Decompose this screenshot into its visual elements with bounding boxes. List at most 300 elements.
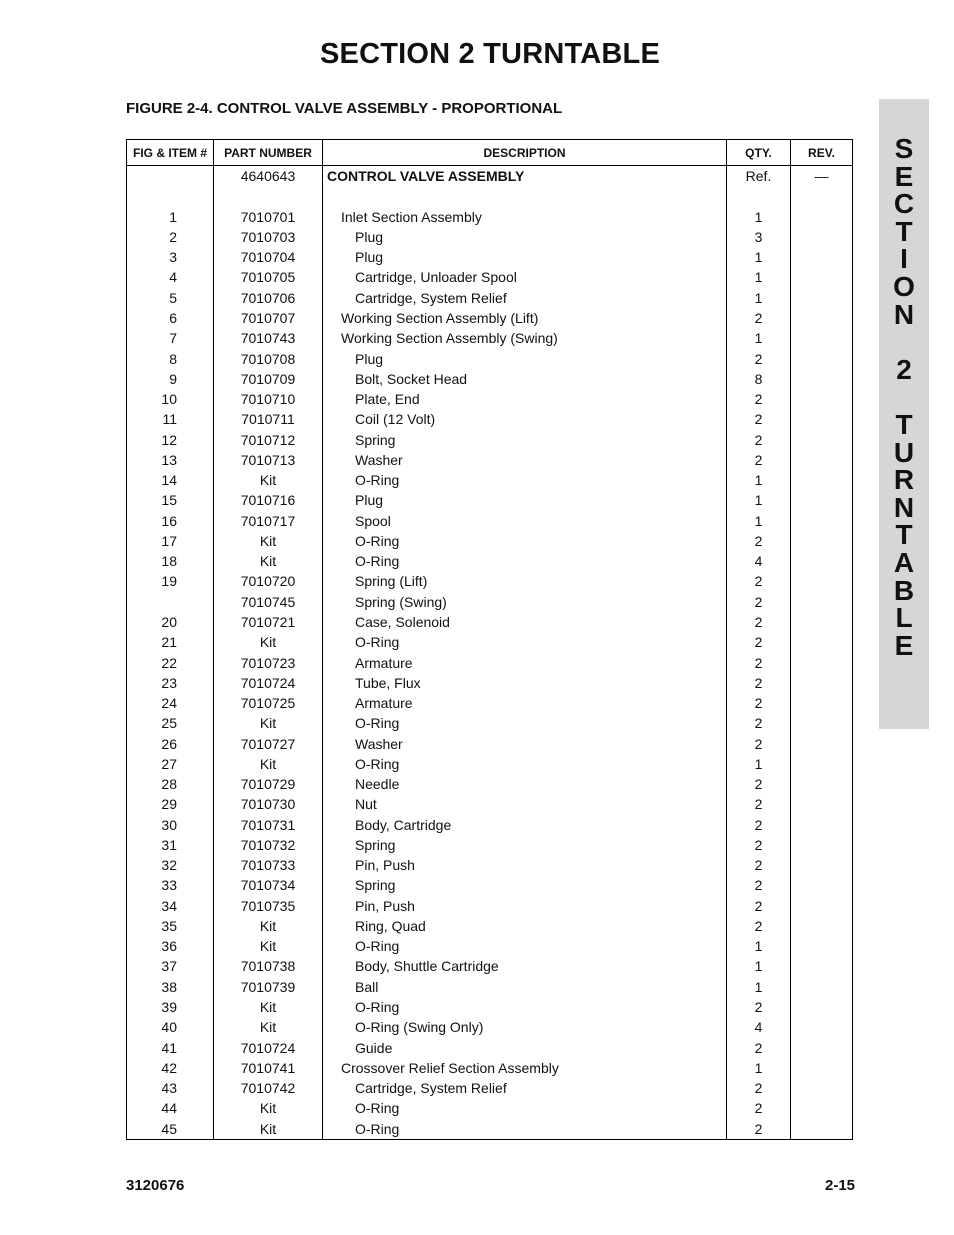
cell-rev [791,916,853,936]
cell-part-number: 7010733 [214,855,323,875]
cell-qty: 2 [727,713,791,733]
cell-qty: 8 [727,369,791,389]
side-tab-letter: T [895,409,913,440]
cell-qty: 1 [727,956,791,976]
table-row [127,693,853,713]
table-row [127,490,853,510]
table-row [127,247,853,267]
cell-qty: 2 [727,997,791,1017]
table-row [127,369,853,389]
cell-description: Working Section Assembly (Swing) [323,328,727,348]
cell-rev [791,1037,853,1057]
cell-description: Plug [323,247,727,267]
cell-fig-item: 45 [127,1118,214,1139]
cell-qty: 2 [727,693,791,713]
cell-rev: — [791,166,853,187]
table-row [127,835,853,855]
cell-description: Cartridge, System Relief [323,288,727,308]
table-row [127,328,853,348]
cell-part-number: 7010743 [214,328,323,348]
cell-description: Coil (12 Volt) [323,409,727,429]
table-row [127,227,853,247]
cell-description: Spring [323,875,727,895]
side-tab-letter: N [893,298,915,330]
cell-rev [791,713,853,733]
cell-rev [791,875,853,895]
cell-qty: 2 [727,632,791,652]
cell-fig-item: 11 [127,409,214,429]
cell-fig-item: 14 [127,470,214,490]
cell-description: O-Ring [323,713,727,733]
cell-rev [791,1098,853,1118]
section-side-tab [879,99,929,729]
cell-fig-item: 5 [127,288,214,308]
cell-rev [791,1058,853,1078]
cell-fig-item: 38 [127,977,214,997]
cell-part-number: 7010705 [214,267,323,287]
cell-fig-item [127,166,214,187]
cell-fig-item: 29 [127,794,214,814]
table-row [127,875,853,895]
cell-description: Case, Solenoid [323,612,727,632]
cell-rev [791,247,853,267]
cell-part-number: 7010706 [214,288,323,308]
cell-fig-item: 12 [127,429,214,449]
cell-qty: 2 [727,308,791,328]
cell-rev [791,409,853,429]
table-row [127,389,853,409]
cell-qty: 1 [727,936,791,956]
cell-part-number: Kit [214,1098,323,1118]
cell-description: O-Ring [323,1098,727,1118]
cell-rev [791,1118,853,1139]
side-tab-letter: B [893,574,915,606]
cell-part-number: 4640643 [214,166,323,187]
cell-description: Nut [323,794,727,814]
cell-rev [791,592,853,612]
cell-part-number: 7010709 [214,369,323,389]
cell-qty [727,186,791,206]
cell-rev [791,652,853,672]
cell-qty: 3 [727,227,791,247]
cell-fig-item: 25 [127,713,214,733]
cell-qty: 2 [727,612,791,632]
cell-part-number: 7010732 [214,835,323,855]
table-row [127,733,853,753]
cell-description: Plug [323,490,727,510]
cell-rev [791,288,853,308]
cell-fig-item: 32 [127,855,214,875]
cell-qty: 2 [727,429,791,449]
cell-part-number: 7010738 [214,956,323,976]
cell-rev [791,227,853,247]
cell-rev [791,855,853,875]
cell-description: Crossover Relief Section Assembly [323,1058,727,1078]
cell-part-number: 7010707 [214,308,323,328]
side-tab-letter: I [900,243,908,275]
cell-description: Spring (Lift) [323,571,727,591]
cell-rev [791,308,853,328]
table-row [127,571,853,591]
cell-description: O-Ring [323,754,727,774]
cell-description: O-Ring [323,632,727,652]
cell-fig-item: 18 [127,551,214,571]
cell-description: Cartridge, Unloader Spool [323,267,727,287]
cell-qty: 2 [727,592,791,612]
table-row [127,673,853,693]
cell-description: O-Ring [323,1118,727,1139]
cell-rev [791,754,853,774]
cell-rev [791,733,853,753]
cell-qty: 2 [727,855,791,875]
cell-fig-item: 34 [127,896,214,916]
cell-description: Armature [323,652,727,672]
cell-description: O-Ring (Swing Only) [323,1017,727,1037]
table-row [127,429,853,449]
cell-part-number: Kit [214,997,323,1017]
side-tab-letter: O [893,271,915,302]
cell-fig-item: 37 [127,956,214,976]
cell-part-number: 7010725 [214,693,323,713]
cell-description: Bolt, Socket Head [323,369,727,389]
cell-fig-item: 42 [127,1058,214,1078]
cell-qty: 1 [727,247,791,267]
cell-part-number: Kit [214,470,323,490]
table-row [127,1118,853,1139]
cell-fig-item: 22 [127,652,214,672]
cell-qty: 2 [727,1078,791,1098]
cell-part-number: Kit [214,916,323,936]
cell-description: Washer [323,733,727,753]
cell-qty: 1 [727,267,791,287]
cell-part-number: 7010742 [214,1078,323,1098]
cell-rev [791,612,853,632]
cell-fig-item: 17 [127,531,214,551]
cell-part-number: Kit [214,531,323,551]
cell-rev [791,490,853,510]
cell-part-number: 7010727 [214,733,323,753]
cell-rev [791,815,853,835]
cell-qty: 2 [727,916,791,936]
table-header-row [127,140,853,166]
cell-qty: 2 [727,652,791,672]
cell-description: O-Ring [323,936,727,956]
cell-part-number: 7010701 [214,207,323,227]
table-row [127,450,853,470]
side-tab-letter: A [893,547,915,578]
table-row [127,612,853,632]
cell-rev [791,551,853,571]
cell-part-number: Kit [214,713,323,733]
table-row [127,186,853,206]
cell-part-number: 7010735 [214,896,323,916]
table-row [127,1017,853,1037]
cell-part-number: 7010703 [214,227,323,247]
header-qty: QTY. [727,140,791,166]
cell-qty: 1 [727,490,791,510]
cell-rev [791,328,853,348]
cell-qty: 1 [727,207,791,227]
cell-description: CONTROL VALVE ASSEMBLY [323,166,727,187]
cell-rev [791,632,853,652]
cell-fig-item: 36 [127,936,214,956]
table-row [127,997,853,1017]
table-row [127,1098,853,1118]
cell-rev [791,673,853,693]
cell-qty: 2 [727,1118,791,1139]
cell-rev [791,511,853,531]
parts-table [126,139,853,1140]
cell-description: O-Ring [323,997,727,1017]
side-tab-letter: C [893,188,915,220]
cell-rev [791,977,853,997]
cell-part-number: 7010717 [214,511,323,531]
cell-description: Guide [323,1037,727,1057]
header-rev: REV. [791,140,853,166]
cell-fig-item: 33 [127,875,214,895]
cell-rev [791,1078,853,1098]
side-tab-letter: U [893,436,915,468]
table-row [127,815,853,835]
cell-qty: 1 [727,470,791,490]
table-row [127,794,853,814]
cell-part-number: 7010730 [214,794,323,814]
cell-part-number: 7010716 [214,490,323,510]
side-tab-letter: R [893,464,915,496]
cell-description: Pin, Push [323,855,727,875]
table-row [127,713,853,733]
cell-qty: 2 [727,835,791,855]
cell-rev [791,774,853,794]
side-tab-letter: E [894,629,914,661]
table-row [127,632,853,652]
cell-fig-item: 27 [127,754,214,774]
cell-description: O-Ring [323,551,727,571]
cell-part-number: 7010729 [214,774,323,794]
cell-part-number: 7010708 [214,348,323,368]
cell-part-number: 7010745 [214,592,323,612]
cell-qty: 1 [727,977,791,997]
cell-rev [791,571,853,591]
cell-part-number: 7010724 [214,1037,323,1057]
cell-qty: 2 [727,409,791,429]
cell-fig-item: 4 [127,267,214,287]
cell-rev [791,348,853,368]
cell-fig-item: 24 [127,693,214,713]
cell-qty: 2 [727,815,791,835]
cell-qty: 2 [727,1098,791,1118]
cell-fig-item: 2 [127,227,214,247]
cell-qty: 2 [727,673,791,693]
cell-fig-item: 20 [127,612,214,632]
cell-fig-item: 44 [127,1098,214,1118]
table-row [127,896,853,916]
table-row [127,774,853,794]
cell-rev [791,531,853,551]
cell-rev [791,429,853,449]
cell-rev [791,693,853,713]
cell-part-number: Kit [214,1017,323,1037]
table-row [127,166,853,187]
side-tab-letter: T [895,519,913,551]
table-row [127,511,853,531]
cell-part-number: 7010720 [214,571,323,591]
cell-part-number: Kit [214,1118,323,1139]
table-row [127,936,853,956]
side-tab-letter: N [893,491,915,523]
table-row [127,308,853,328]
cell-description: Washer [323,450,727,470]
cell-description: Spring (Swing) [323,592,727,612]
table-row [127,855,853,875]
cell-description: Body, Cartridge [323,815,727,835]
cell-fig-item: 31 [127,835,214,855]
cell-rev [791,794,853,814]
table-row [127,348,853,368]
cell-qty: 1 [727,288,791,308]
cell-qty: 2 [727,348,791,368]
cell-description: Spring [323,835,727,855]
cell-qty: 2 [727,794,791,814]
side-tab-letter: 2 [896,353,912,385]
cell-fig-item: 39 [127,997,214,1017]
cell-rev [791,936,853,956]
cell-part-number: 7010710 [214,389,323,409]
cell-part-number: 7010724 [214,673,323,693]
cell-qty: 1 [727,1058,791,1078]
cell-description: Ring, Quad [323,916,727,936]
cell-description: O-Ring [323,531,727,551]
cell-fig-item: 26 [127,733,214,753]
cell-part-number: Kit [214,936,323,956]
cell-qty: 2 [727,389,791,409]
cell-description: Cartridge, System Relief [323,1078,727,1098]
side-tab-letter: E [894,160,914,192]
cell-fig-item: 40 [127,1017,214,1037]
cell-part-number: 7010711 [214,409,323,429]
cell-fig-item: 13 [127,450,214,470]
document-number: 3120676 [126,1177,185,1194]
cell-description: Tube, Flux [323,673,727,693]
side-tab-letter: T [895,215,913,247]
cell-part-number: 7010741 [214,1058,323,1078]
table-row [127,652,853,672]
cell-description: Working Section Assembly (Lift) [323,308,727,328]
cell-description: Plug [323,227,727,247]
cell-qty: 1 [727,328,791,348]
cell-qty: 2 [727,571,791,591]
cell-fig-item: 7 [127,328,214,348]
cell-fig-item: 3 [127,247,214,267]
cell-fig-item [127,186,214,206]
header-description: DESCRIPTION [323,140,727,166]
cell-part-number: 7010723 [214,652,323,672]
table-row [127,916,853,936]
table-row [127,1058,853,1078]
cell-description: Armature [323,693,727,713]
table-row [127,409,853,429]
side-tab-letter: L [895,602,913,634]
cell-qty: 2 [727,531,791,551]
table-row [127,1037,853,1057]
table-row [127,592,853,612]
cell-part-number: 7010712 [214,429,323,449]
cell-fig-item: 43 [127,1078,214,1098]
cell-fig-item: 21 [127,632,214,652]
cell-fig-item: 1 [127,207,214,227]
cell-fig-item: 15 [127,490,214,510]
cell-description: Plate, End [323,389,727,409]
cell-rev [791,389,853,409]
figure-title: FIGURE 2-4. CONTROL VALVE ASSEMBLY - PROPORTIONAL [126,100,563,117]
cell-rev [791,470,853,490]
cell-description: Body, Shuttle Cartridge [323,956,727,976]
table-row [127,267,853,287]
cell-part-number: 7010704 [214,247,323,267]
cell-qty: 2 [727,896,791,916]
cell-part-number: 7010713 [214,450,323,470]
cell-part-number [214,186,323,206]
cell-description: Pin, Push [323,896,727,916]
cell-description: Spool [323,511,727,531]
table-row [127,754,853,774]
cell-qty: 2 [727,733,791,753]
cell-part-number: Kit [214,632,323,652]
cell-qty: 2 [727,450,791,470]
cell-fig-item: 8 [127,348,214,368]
table-row [127,1078,853,1098]
cell-fig-item: 41 [127,1037,214,1057]
table-row [127,551,853,571]
cell-part-number: 7010739 [214,977,323,997]
cell-rev [791,1017,853,1037]
cell-qty: Ref. [727,166,791,187]
cell-rev [791,186,853,206]
side-tab-letter: S [894,133,914,164]
cell-fig-item: 6 [127,308,214,328]
table-row [127,207,853,227]
header-fig-item: FIG & ITEM # [127,140,214,166]
cell-description [323,186,727,206]
header-part-number: PART NUMBER [214,140,323,166]
cell-qty: 4 [727,551,791,571]
cell-part-number: Kit [214,551,323,571]
cell-fig-item: 16 [127,511,214,531]
cell-rev [791,835,853,855]
page-title: SECTION 2 TURNTABLE [320,38,660,70]
table-row [127,531,853,551]
cell-fig-item: 9 [127,369,214,389]
table-row [127,288,853,308]
table-row [127,470,853,490]
cell-description: Needle [323,774,727,794]
cell-fig-item [127,592,214,612]
cell-part-number: 7010721 [214,612,323,632]
cell-part-number: Kit [214,754,323,774]
cell-rev [791,956,853,976]
table-row [127,956,853,976]
page-number: 2-15 [825,1177,856,1194]
cell-description: Spring [323,429,727,449]
cell-fig-item: 19 [127,571,214,591]
cell-qty: 1 [727,754,791,774]
cell-rev [791,896,853,916]
cell-fig-item: 30 [127,815,214,835]
cell-fig-item: 28 [127,774,214,794]
cell-rev [791,369,853,389]
cell-qty: 1 [727,511,791,531]
cell-part-number: 7010731 [214,815,323,835]
